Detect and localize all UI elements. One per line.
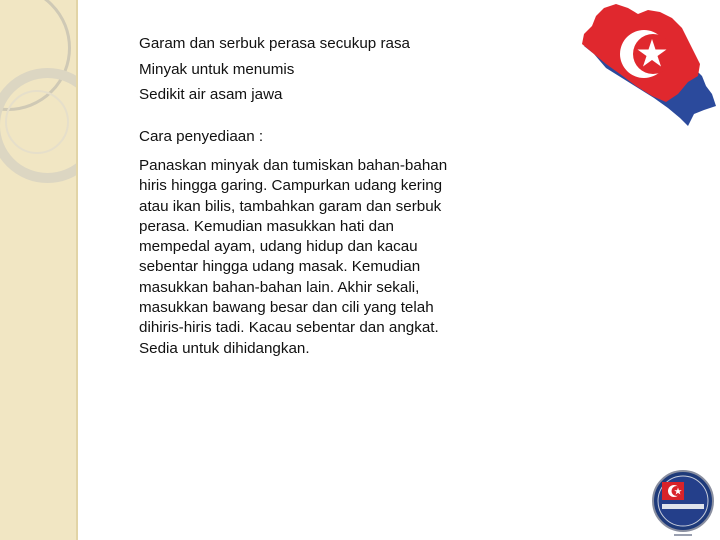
crest-logo-icon [648, 468, 718, 538]
ingredient-item: Garam dan serbuk perasa secukup rasa [139, 35, 410, 52]
recipe-content [139, 34, 469, 359]
johor-flag-map-icon [576, 2, 718, 128]
decorative-ring [5, 90, 69, 154]
ingredient-item: Sedikit air asam jawa [139, 86, 283, 103]
method-paragraph: Panaskan minyak dan tumiskan bahan-bahan hiris hingga garing. Campurkan udang kering atau ikan bilis, tambahkan garam dan serbuk perasa. Kemudian masukkan hati dan mempedal ayam, udang hidup dan kacau sebentar hingga udang masak. Kemudian masukkan bahan-bahan lain. Akhir sekali, masukkan bawang besar dan cili yang telah dihiris-hiris tadi. Kacau sebentar dan angkat. Sedia untuk dihidangkan. [139, 157, 448, 357]
side-decoration-band [0, 0, 78, 540]
ingredient-item: Minyak untuk menumis [139, 60, 295, 78]
method-heading: Cara penyediaan : [139, 127, 264, 145]
spacer [139, 111, 469, 127]
